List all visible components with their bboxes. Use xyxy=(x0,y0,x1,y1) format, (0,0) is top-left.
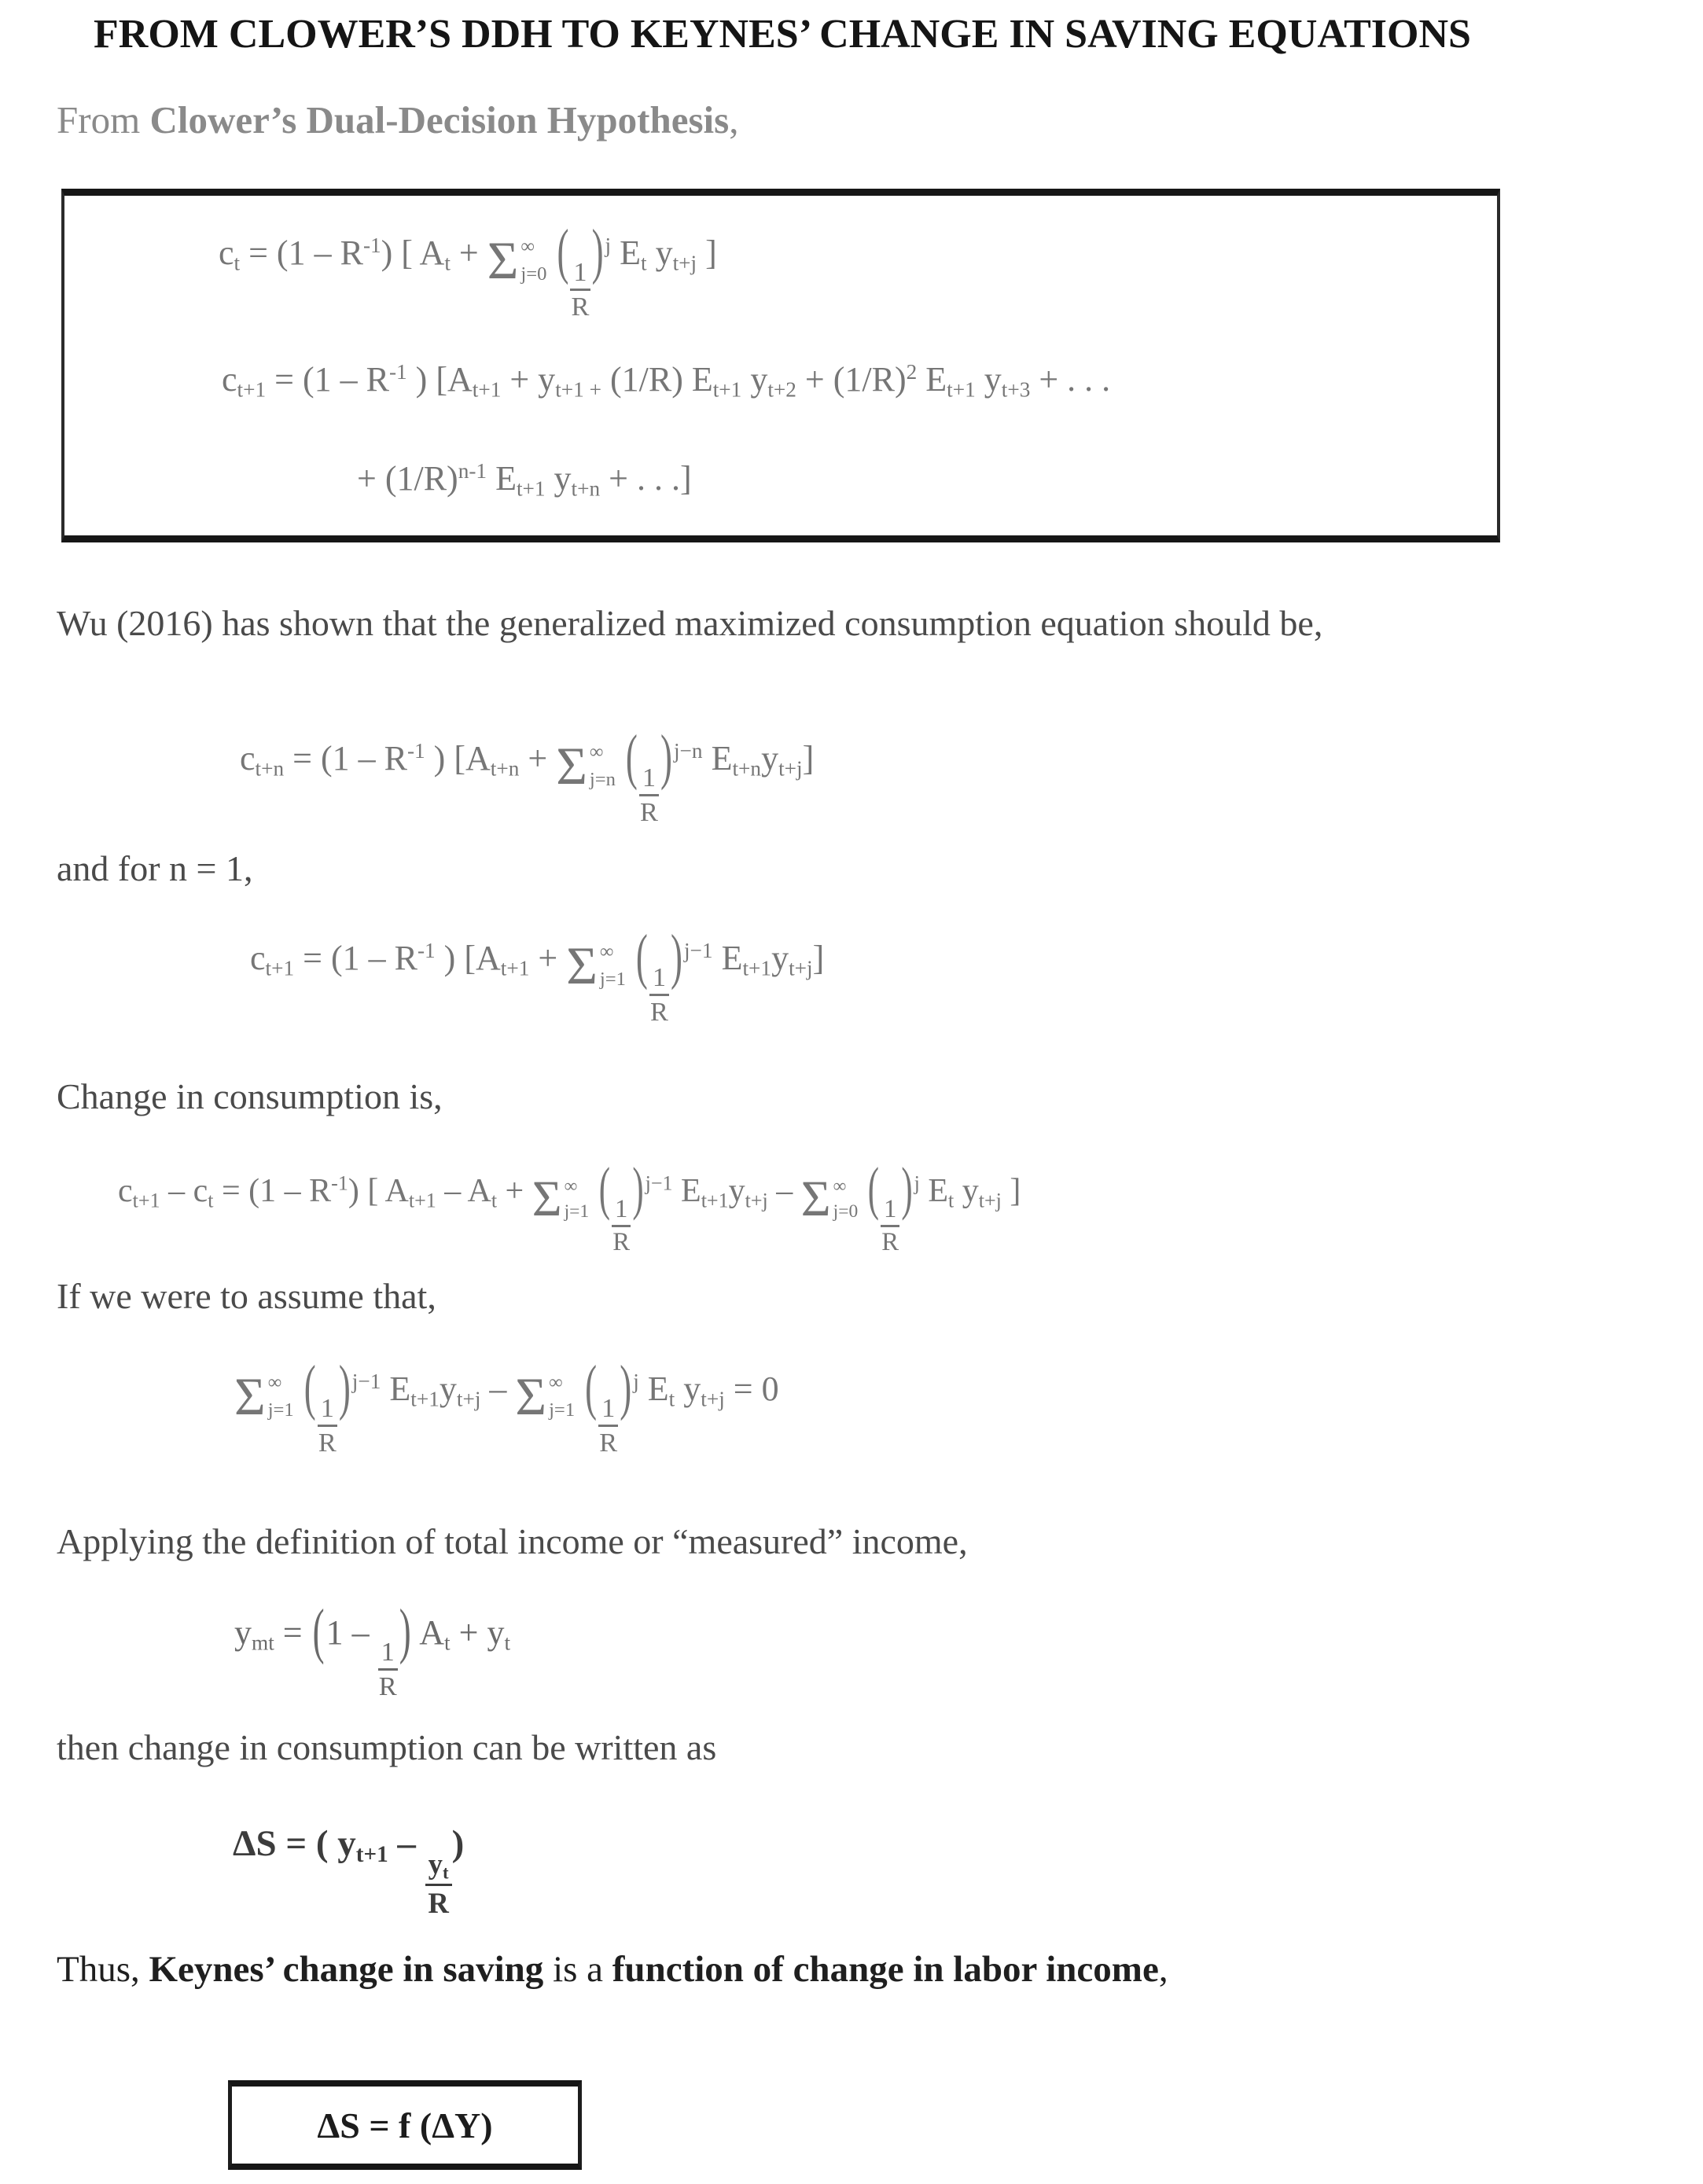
paragraph-applying: Applying the definition of total income or “measured” income, xyxy=(57,1521,968,1561)
equation-ct1-line1: $c_{t+1} = (1 - R^{-1}$ ) [$A_{t+1} + y_{t+1 +}$ (1/R) $E_{t+1}$ $y_{t+2} + (1/R)^2$ $E_{t+1}$ $y_{t+3}$ + . . . xyxy=(222,360,1111,402)
paragraph-wu: Wu (2016) has shown that the generalized maximized consumption equation should be, xyxy=(57,603,1323,643)
intro-line: From Clower’s Dual-Decision Hypothesis, xyxy=(57,98,739,142)
paragraph-if-assume: If we were to assume that, xyxy=(57,1276,436,1316)
equation-box xyxy=(61,189,1500,542)
equation-delta-c: $c_{t+1} - c_t = (1 - R^{-1})$ [ $A_{t+1} - A_t$ + Σ ∞ j=1 ( $\frac{1}{R}$ )$^{j-1}$ $E_{t+1}y_{t+j}$ – Σ ∞ j=0 ( $\frac{1}{R}$ )$^j$ $E_t$ $y_{t+j}$ ] xyxy=(118,1156,1021,1256)
paragraph-thus: Thus, Keynes’ change in saving is a function of change in labor income, xyxy=(57,1949,1168,1990)
equation-ct: $c_t = (1 - R^{-1})$ [ $A_t$ + Σ ∞ j=0 ( $\frac{1}{R}$ )$^j$ $E_t$ $y_{t+j}$ ] xyxy=(219,216,717,322)
equation-ct1-n1: $c_{t+1} = (1 - R^{-1}$ ) [$A_{t+1}$ + Σ ∞ j=1 ( $\frac{1}{R}$ )$^{j-1}$ $E_{t+1}y_{t+j}$] xyxy=(250,921,825,1027)
equation-ctn: $c_{t+n} = (1 - R^{-1}$ ) [$A_{t+n}$ + Σ ∞ j=n ( $\frac{1}{R}$ )$^{j-n}$ $E_{t+n}y_{t+j}$] xyxy=(240,722,815,827)
equation-delta-s: ΔS = ( $y_{t+1}$ – $\frac{y_t}{R}$ ) xyxy=(233,1823,465,1919)
equation-delta-s-f: ΔS = f (ΔY) xyxy=(317,2105,493,2145)
equation-ct1-line2: + $(1/R)^{n-1}$ $E_{t+1}$ $y_{t+n}$ + . . .] xyxy=(357,459,692,501)
result-box xyxy=(228,2080,582,2170)
paragraph-and-for-n: and for n = 1, xyxy=(57,848,253,888)
equation-measured-income: $y_{mt} = (1$ – $\frac{1}{R}$ ) $A_t + y_t$ xyxy=(234,1596,511,1701)
paragraph-then-change: then change in consumption can be written as xyxy=(57,1727,717,1767)
paragraph-change-in-consumption: Change in consumption is, xyxy=(57,1076,443,1116)
equation-assumption: Σ ∞ j=1 ( $\frac{1}{R}$ )$^{j-1}$ $E_{t+1}y_{t+j}$ – Σ ∞ j=1 ( $\frac{1}{R}$ )$^j$ $E_t$ $y_{t+j} = 0$ xyxy=(234,1352,779,1458)
document-title: FROM CLOWER’S DDH TO KEYNES’ CHANGE IN SAVING EQUATIONS xyxy=(94,12,1471,57)
